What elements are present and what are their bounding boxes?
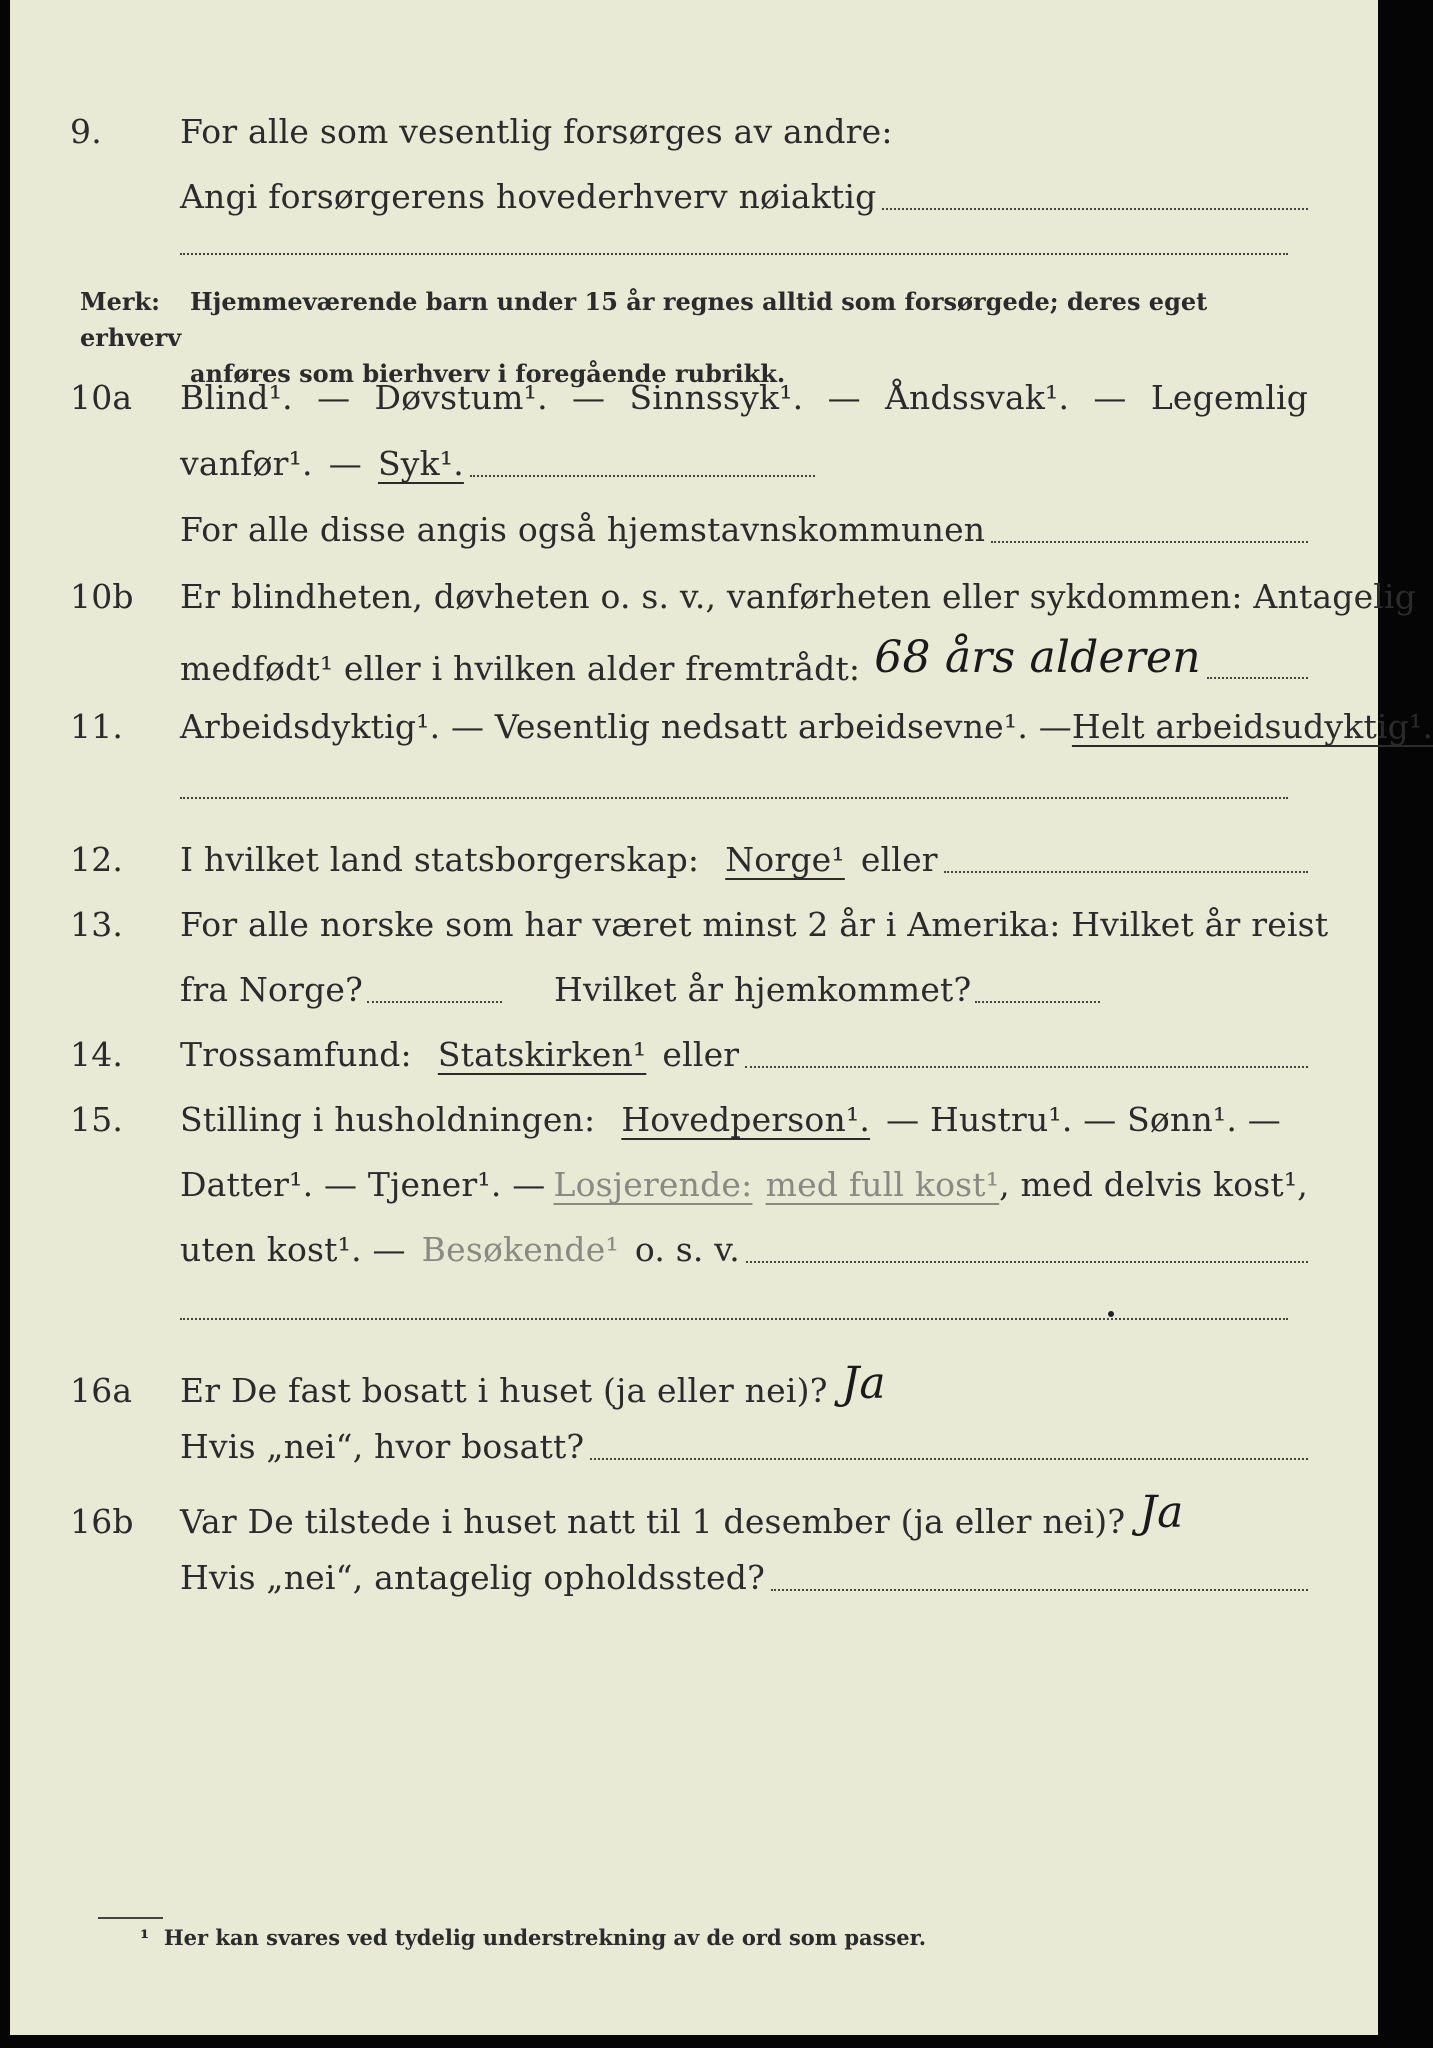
q13-line2 xyxy=(70,970,1308,1009)
q10b-number: 10b xyxy=(70,577,134,616)
q11-extra-field[interactable] xyxy=(180,797,1288,799)
q14-statskirken-underlined: Statskirken¹ xyxy=(437,1035,647,1074)
q15-line2 xyxy=(70,1165,1308,1204)
q10b-age-label: medfødt¹ eller i hvilken alder fremtrådt: xyxy=(180,649,861,688)
q9-extra-field[interactable] xyxy=(180,253,1288,255)
q10a-syk-field[interactable] xyxy=(470,475,815,477)
q13-number: 13. xyxy=(70,905,124,944)
q13-return-field[interactable] xyxy=(975,1001,1100,1003)
q11-selected-option: Helt arbeidsudyktig¹. xyxy=(1071,707,1433,746)
footnote-rule xyxy=(98,1917,163,1919)
q15-label: Stilling i husholdningen: xyxy=(180,1100,596,1139)
q16b-line1 xyxy=(70,1487,1308,1544)
q10b-age-field[interactable] xyxy=(1207,677,1308,679)
q10a-legemlig: Legemlig xyxy=(1150,378,1309,417)
q10b-handwritten-answer: 68 års alderen xyxy=(874,632,1201,683)
q15-extra-field[interactable] xyxy=(180,1318,1288,1320)
q10b-line1 xyxy=(70,577,1417,616)
q9-line2 xyxy=(70,177,1308,216)
q14-faith-field[interactable] xyxy=(745,1066,1308,1068)
footnote-mark: ¹ xyxy=(140,1925,150,1950)
q10a-dovstum: Døvstum¹. xyxy=(374,378,548,417)
q16b-location-field[interactable] xyxy=(771,1589,1308,1591)
q16a-handwritten-answer: Ja xyxy=(841,1358,886,1409)
q9-line1 xyxy=(70,112,1308,151)
q15-besokende: Besøkende¹ xyxy=(421,1230,619,1269)
q15-other-field[interactable] xyxy=(746,1261,1308,1263)
q15-hovedperson-underlined: Hovedperson¹. xyxy=(621,1100,871,1139)
q10a-line1: 10a Blind¹. — Døvstum¹. — Sinnssyk¹. — Åndssvak¹. — Legemlig xyxy=(70,378,1309,417)
q16b-number: 16b xyxy=(70,1502,134,1541)
q9-number: 9. xyxy=(70,112,102,151)
q12-norge-underlined: Norge¹ xyxy=(725,840,845,879)
q15-options-2: Datter¹. — Tjener¹. — xyxy=(180,1165,546,1204)
q15-line3: uten kost¹. — Besøkende¹ o. s. v. xyxy=(70,1230,1308,1269)
q16a-followup-label: Hvis „nei“, hvor bosatt? xyxy=(180,1427,585,1466)
q13-return-label: Hvilket år hjemkommet? xyxy=(554,970,972,1009)
merk-text-2: anføres som bierhverv i foregående rubrikk. xyxy=(190,359,786,388)
q14-number: 14. xyxy=(70,1035,124,1074)
q16b-line2 xyxy=(70,1558,1308,1597)
census-form-page xyxy=(10,0,1433,2035)
footnote xyxy=(140,1925,926,1950)
q10b-text: Er blindheten, døvheten o. s. v., vanførheten eller sykdommen: Antagelig xyxy=(180,577,1417,616)
q10a-line2: vanfør¹. — Syk¹. xyxy=(70,444,1308,483)
q16a-number: 16a xyxy=(70,1371,133,1410)
q13-fra-norge-label: fra Norge? xyxy=(180,970,364,1009)
q10a-syk-underlined: Syk¹. xyxy=(377,444,464,483)
q16a-location-field[interactable] xyxy=(590,1458,1308,1460)
q10a-vanfor: vanfør¹. xyxy=(180,444,313,483)
q16b-question: Var De tilstede i huset natt til 1 desember (ja eller nei)? xyxy=(180,1502,1126,1541)
q13-text: For alle norske som har været minst 2 år i Amerika: Hvilket år reist xyxy=(180,905,1329,944)
q16a-line2 xyxy=(70,1427,1308,1466)
q13-departure-field[interactable] xyxy=(367,1001,502,1003)
q10a-hjemstavn-field[interactable] xyxy=(991,541,1308,543)
ink-dot xyxy=(1108,1311,1114,1317)
q9-text: For alle som vesentlig forsørges av andre: xyxy=(180,112,893,151)
q15-uten-kost: uten kost¹. — xyxy=(180,1230,406,1269)
footnote-text: Her kan svares ved tydelig understrekning av de ord som passer. xyxy=(163,1925,927,1950)
q16b-followup-label: Hvis „nei“, antagelig opholdssted? xyxy=(180,1558,765,1597)
q11-options: Arbeidsdyktig¹. — Vesentlig nedsatt arbeidsevne¹. — xyxy=(180,707,1072,746)
q12-number: 12. xyxy=(70,840,124,879)
q14-line: 14. Trossamfund: Statskirken¹ eller xyxy=(70,1035,1308,1074)
merk-label: Merk: xyxy=(80,287,160,316)
q15-options-1: — Hustru¹. — Sønn¹. — xyxy=(886,1100,1281,1139)
q10a-hjemstavn-label: For alle disse angis også hjemstavnskommunen xyxy=(180,510,986,549)
q10a-line3 xyxy=(70,510,1308,549)
merk-note xyxy=(80,284,1308,392)
q16a-line1 xyxy=(70,1358,1308,1413)
q10a-sinnssyk: Sinnssyk¹. xyxy=(629,378,804,417)
q10a-blind: Blind¹. xyxy=(180,378,293,417)
q12-country-field[interactable] xyxy=(944,871,1308,873)
merk-text-1: Hjemmeværende barn under 15 år regnes alltid som forsørgede; deres eget erhverv xyxy=(80,287,1208,352)
q16b-handwritten-answer: Ja xyxy=(1139,1487,1184,1538)
q12-label: I hvilket land statsborgerskap: xyxy=(180,840,700,879)
q15-number: 15. xyxy=(70,1100,124,1139)
q10a-number: 10a xyxy=(70,378,133,417)
q10a-andssvak: Åndssvak¹. xyxy=(885,378,1070,417)
q15-options-3: , med delvis kost¹, xyxy=(999,1165,1308,1204)
q15-line1 xyxy=(70,1100,1308,1139)
q11-line xyxy=(70,707,1433,746)
q9-provider-field[interactable] xyxy=(882,208,1308,210)
q15-losjerende: Losjerende: xyxy=(553,1165,753,1204)
q14-label: Trossamfund: xyxy=(180,1035,412,1074)
q9-provider-label: Angi forsørgerens hovederhverv nøiaktig xyxy=(180,177,877,216)
q10b-line2 xyxy=(70,632,1308,691)
q12-line: 12. I hvilket land statsborgerskap: Norge¹ eller xyxy=(70,840,1308,879)
q13-line1 xyxy=(70,905,1329,944)
q16a-question: Er De fast bosatt i huset (ja eller nei)? xyxy=(180,1371,828,1410)
q11-number: 11. xyxy=(70,707,124,746)
q15-med-full-kost: med full kost¹ xyxy=(765,1165,1000,1204)
